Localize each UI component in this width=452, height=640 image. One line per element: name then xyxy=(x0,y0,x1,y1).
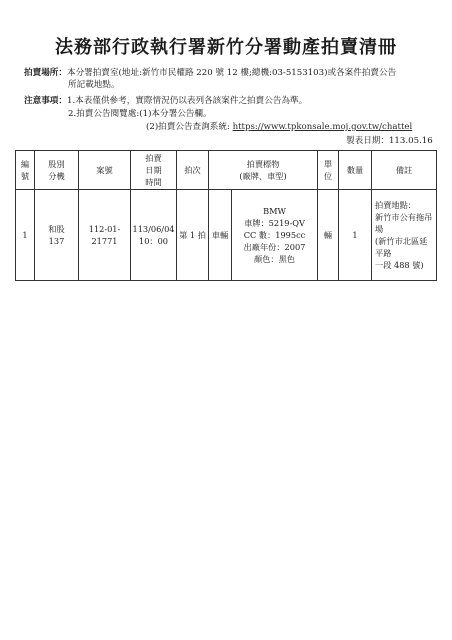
header-round: 拍次 xyxy=(177,151,209,190)
notes-item-2: 2.拍賣公告閱覽處:(1)本分署公告欄。 xyxy=(68,109,212,119)
notes-label: 注意事項： xyxy=(24,96,67,106)
header-category: 股別 分機 xyxy=(35,151,79,190)
header-qty: 數量 xyxy=(339,151,372,190)
cell-auction-date: 113/06/04 10：00 xyxy=(131,190,177,281)
auction-place-label: 拍賣場所： xyxy=(24,68,67,78)
table-row xyxy=(16,190,437,281)
auction-place-text-2: 所記載地點。 xyxy=(68,80,120,90)
auction-place-line-1 xyxy=(24,68,396,79)
header-remark: 備註 xyxy=(372,151,437,190)
auction-table xyxy=(15,150,437,281)
table-header-row xyxy=(16,151,437,190)
cell-round: 第 1 拍 xyxy=(177,190,209,281)
cell-item-type: 車輛 xyxy=(209,190,232,281)
header-no: 編 號 xyxy=(16,151,35,190)
notes-item-3-prefix: (2)拍賣公告查詢系統: xyxy=(146,122,230,132)
cell-category: 和股 137 xyxy=(35,190,79,281)
header-case-no: 案號 xyxy=(79,151,131,190)
cell-remark: 拍賣地點： 新竹市公有拖吊場 (新竹市北區延平路 一段 488 號) xyxy=(372,190,437,281)
cell-no: 1 xyxy=(16,190,35,281)
notes-line-1 xyxy=(24,96,307,107)
notes-line-3 xyxy=(146,122,412,133)
made-date: 製表日期：113.05.16 xyxy=(346,136,433,146)
notes-item-1: 1.本表僅供參考，實際情況仍以表列各該案件之拍賣公告為準。 xyxy=(66,96,308,106)
cell-item-detail: BMW 車牌：5219-QV CC 數：1995cc 出廠年份：2007 顏色：黑色 xyxy=(232,190,318,281)
cell-unit: 輛 xyxy=(318,190,339,281)
header-item: 拍賣標物 (廠牌、車型) xyxy=(209,151,318,190)
auction-place-text-1: 本分署拍賣室(地址:新竹市民權路 220 號 12 樓;總機:03-5153103)或各案件拍賣公告 xyxy=(66,68,397,78)
auction-query-link[interactable]: https://www.tpkonsale.moj.gov.tw/chattel xyxy=(232,122,413,132)
page-title: 法務部行政執行署新竹分署動產拍賣清冊 xyxy=(55,37,397,58)
cell-case-no: 112-01- 21771 xyxy=(79,190,131,281)
cell-qty: 1 xyxy=(339,190,372,281)
header-unit: 單 位 xyxy=(318,151,339,190)
header-auction-date: 拍賣 日期 時間 xyxy=(131,151,177,190)
